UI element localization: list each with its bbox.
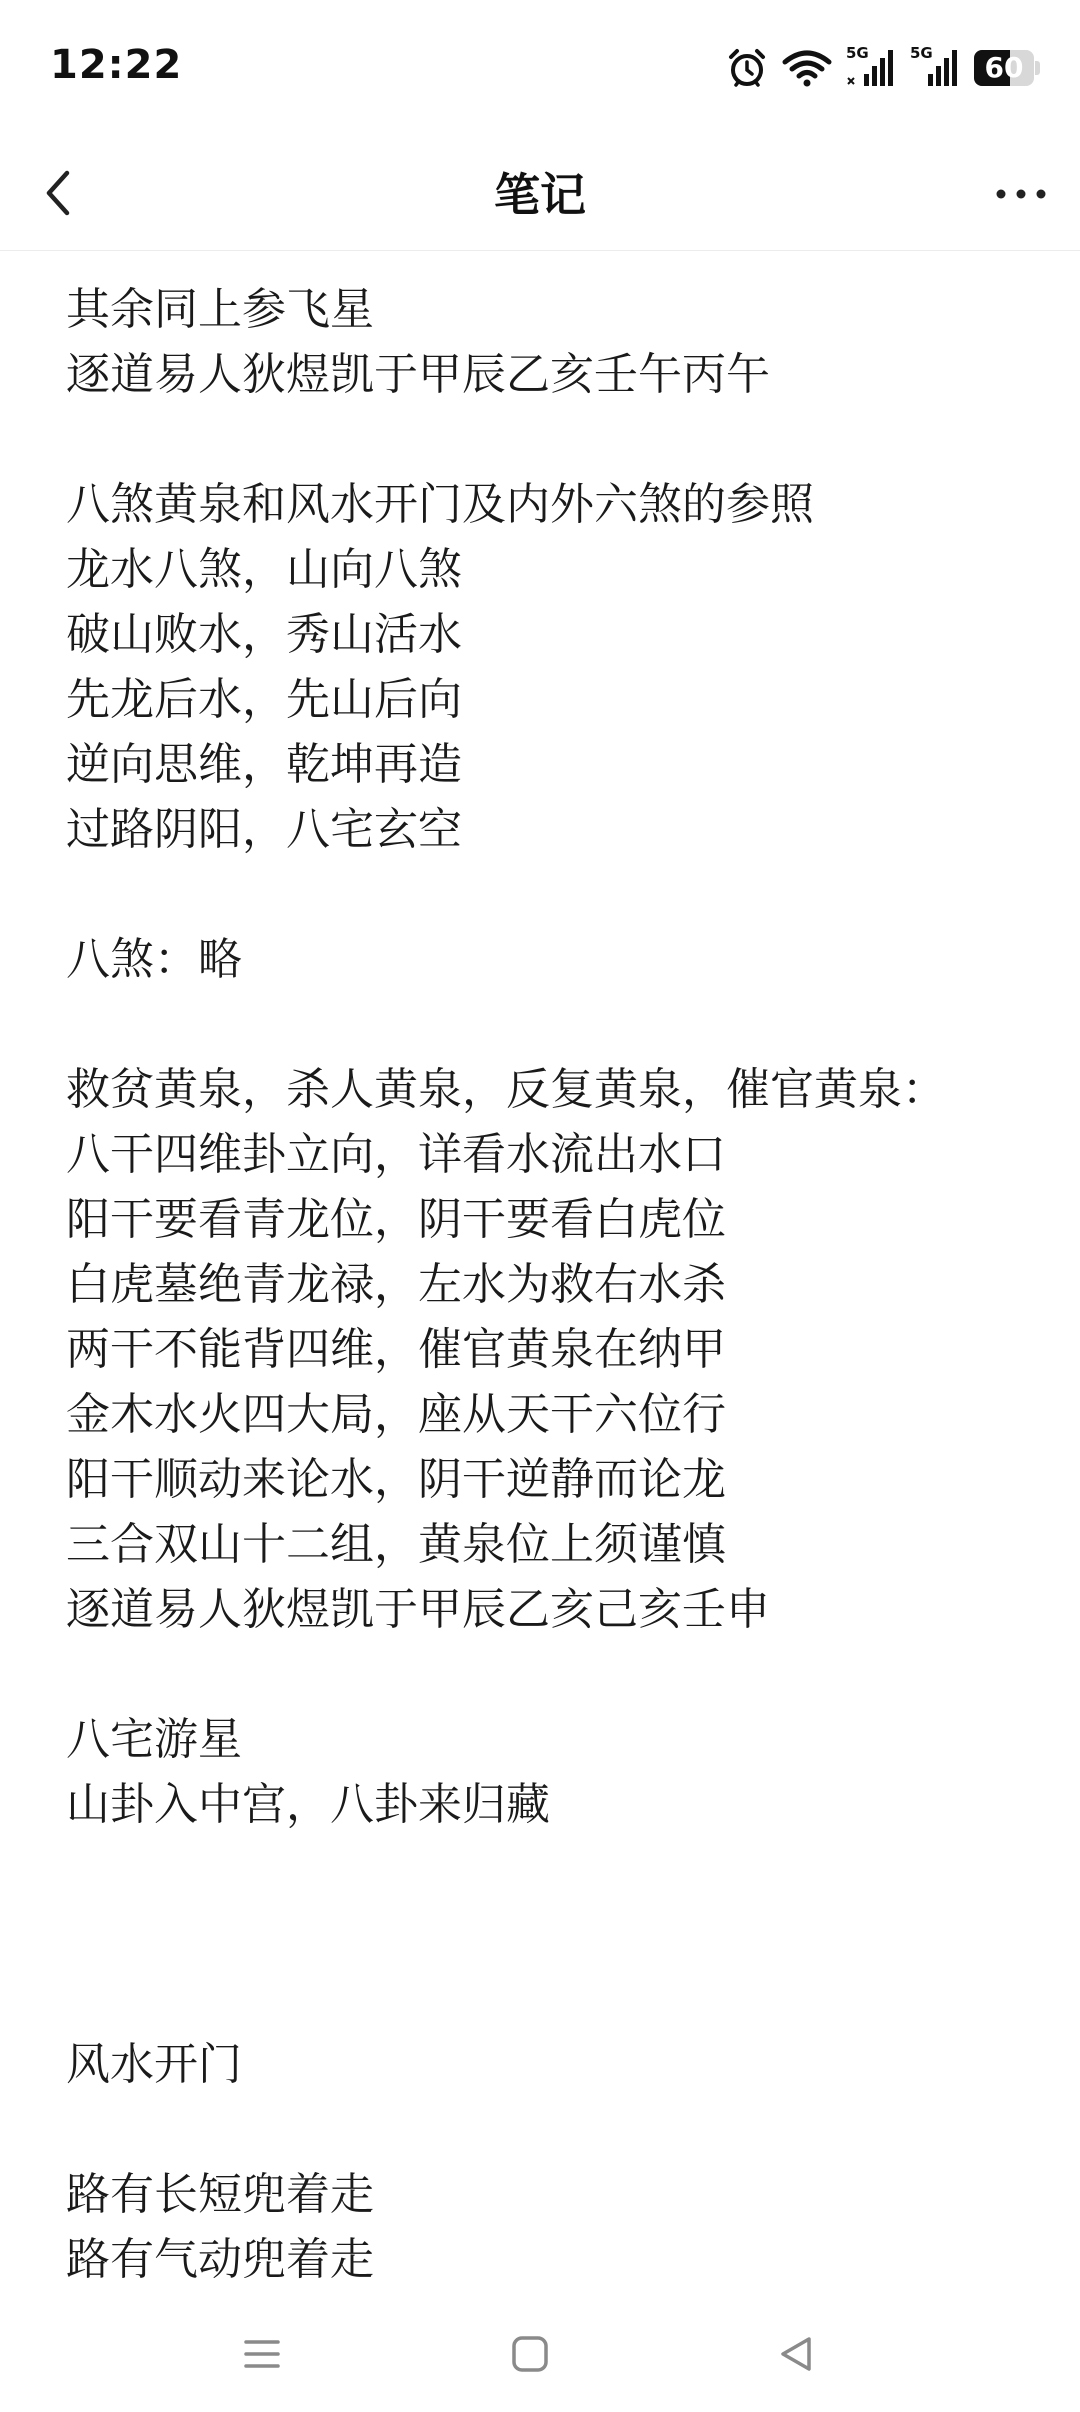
menu-icon [242,2334,282,2378]
note-line: 龙水八煞，山向八煞 [66,544,462,595]
alarm-icon [726,47,768,89]
back-triangle-icon [776,2334,816,2378]
home-button[interactable] [500,2326,560,2386]
note-line: 金木水火四大局，座从天干六位行 [66,1389,726,1440]
more-options-button[interactable] [988,162,1054,228]
note-line: 八干四维卦立向，详看水流出水口 [66,1129,726,1180]
note-line: 路有气动兜着走 [66,2234,374,2285]
note-line [66,992,1026,1057]
note-line: 三合双山十二组，黄泉位上须谨慎 [66,1519,726,1570]
note-line [66,862,1026,927]
home-square-icon [510,2334,550,2378]
page-title: 笔记 [494,168,586,222]
signal-5g-icon [910,44,960,88]
note-line: 八煞：略 [66,934,242,985]
app-header [0,140,1080,251]
note-line [66,407,1026,472]
note-line: 破山败水，秀山活水 [66,609,462,660]
note-line [66,1967,1026,2032]
more-horizontal-icon [994,186,1048,205]
wifi-icon [782,48,832,88]
note-body[interactable] [66,250,1026,2292]
note-line: 先龙后水，先山后向 [66,674,462,725]
note-line [66,1642,1026,1707]
signal-5g-icon [846,44,896,88]
note-line [66,1902,1026,1967]
note-line [66,2097,1026,2162]
network-label: 5G [846,44,869,62]
note-line: 逆向思维，乾坤再造 [66,739,462,790]
note-line [66,1837,1026,1902]
note-line: 路有长短兜着走 [66,2169,374,2220]
note-line [66,250,1026,277]
battery-level: 60 [984,51,1024,84]
note-line: 八煞黄泉和风水开门及内外六煞的参照 [66,479,814,530]
note-line: 山卦入中宫，八卦来归藏 [66,1779,550,1830]
note-line: 逐道易人狄煜凯于甲辰乙亥壬午丙午 [66,349,770,400]
note-line: 两干不能背四维，催官黄泉在纳甲 [66,1324,726,1375]
back-nav-button[interactable] [766,2326,826,2386]
note-line: 八宅游星 [66,1714,242,1765]
status-bar [0,0,1080,140]
status-time: 12:22 [50,42,183,88]
note-content[interactable] [0,250,1080,2300]
note-line: 救贫黄泉，杀人黄泉，反复黄泉，催官黄泉： [66,1064,946,1115]
network-label: 5G [910,44,933,62]
navigation-bar [0,2300,1080,2412]
note-line: 过路阴阳，八宅玄空 [66,804,462,855]
note-line: 逐道易人狄煜凯于甲辰乙亥己亥壬申 [66,1584,770,1635]
note-line: 风水开门 [66,2039,242,2090]
note-line: 阳干要看青龙位，阴干要看白虎位 [66,1194,726,1245]
note-line: 白虎墓绝青龙禄，左水为救右水杀 [66,1259,726,1310]
battery-icon [974,50,1040,86]
note-line: 阳干顺动来论水，阴干逆静而论龙 [66,1454,726,1505]
note-line: 其余同上参飞星 [66,284,374,335]
status-icons [726,46,1040,90]
menu-button[interactable] [232,2326,292,2386]
